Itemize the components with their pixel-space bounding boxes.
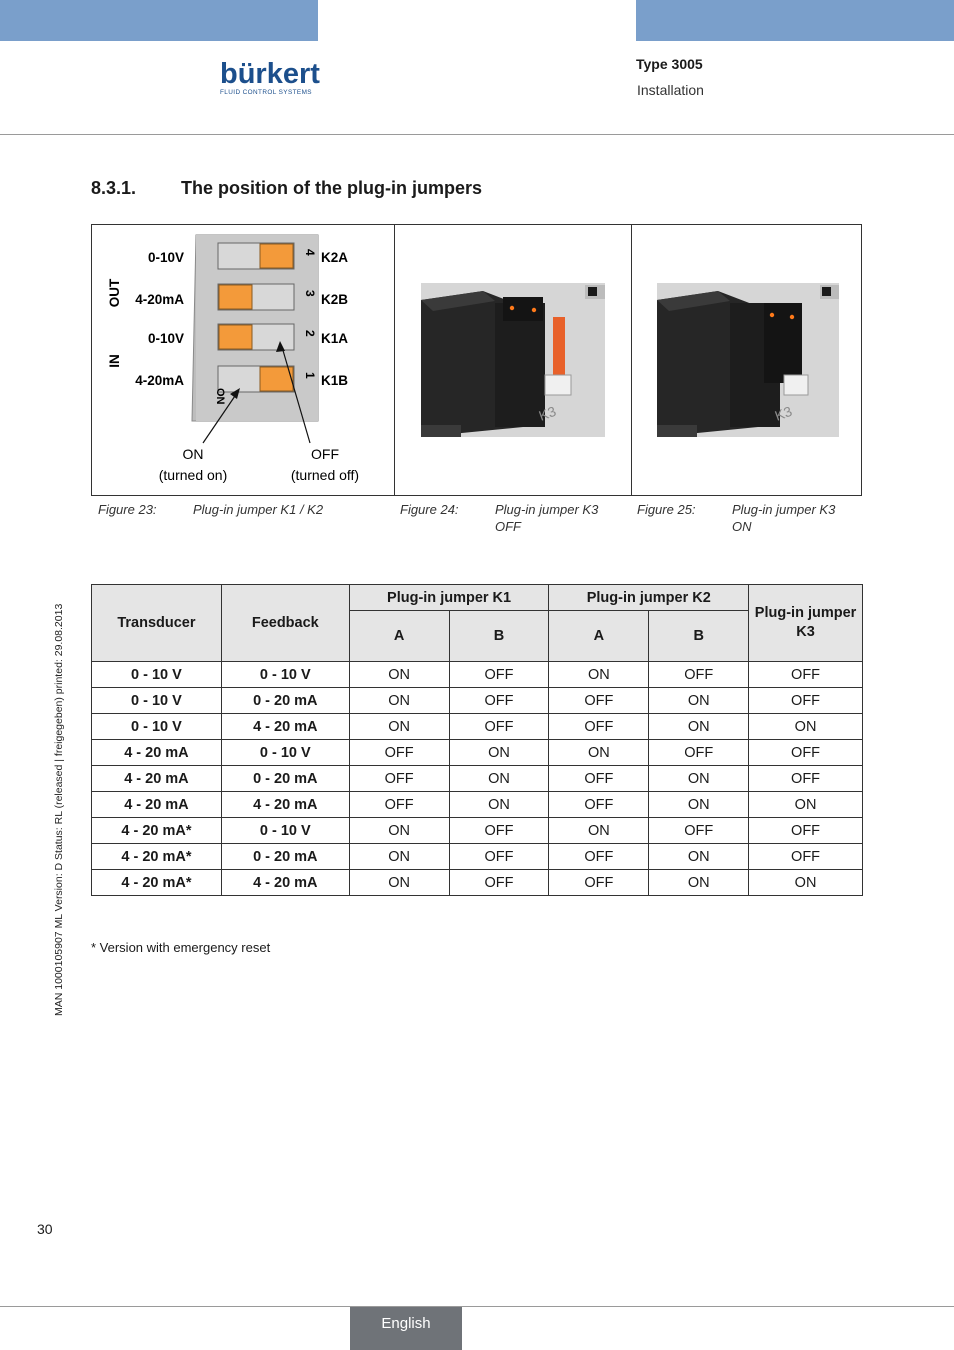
- cell-k1-a: ON: [349, 688, 449, 714]
- callout-off-label: OFF: [311, 446, 339, 462]
- slot-1-handle: [260, 367, 293, 391]
- cell-k2-a: ON: [549, 740, 649, 766]
- jumper-label-k1a: K1A: [321, 331, 349, 346]
- group-label-out: OUT: [107, 278, 122, 308]
- header-bar-right: [636, 0, 954, 41]
- cell-k3: OFF: [749, 844, 863, 870]
- cell-k2-a: OFF: [549, 870, 649, 896]
- header-k3: Plug-in jumper K3: [749, 585, 863, 662]
- jumper-cap-on: [764, 303, 802, 383]
- switch-number-1: 1: [303, 372, 317, 379]
- cell-transducer: 4 - 20 mA: [92, 740, 222, 766]
- cell-feedback: 0 - 20 mA: [221, 844, 349, 870]
- cell-k1-a: ON: [349, 714, 449, 740]
- cell-k1-a: OFF: [349, 740, 449, 766]
- cell-k3: OFF: [749, 688, 863, 714]
- caption-text: Plug-in jumper K3 OFF: [495, 502, 599, 534]
- cell-k2-a: ON: [549, 818, 649, 844]
- cell-k2-a: OFF: [549, 844, 649, 870]
- cell-transducer: 4 - 20 mA*: [92, 844, 222, 870]
- cell-k2-b: ON: [649, 714, 749, 740]
- cell-k2-b: ON: [649, 688, 749, 714]
- header-bar-left: [0, 0, 318, 41]
- group-label-in: IN: [107, 354, 122, 368]
- table-row: [92, 714, 863, 740]
- board-edge: [657, 425, 697, 437]
- cell-k2-a: OFF: [549, 792, 649, 818]
- caption-label: Figure 23:: [98, 502, 157, 517]
- board-screw: [588, 287, 597, 296]
- header-pin-1: [510, 306, 514, 310]
- cell-k1-a: OFF: [349, 766, 449, 792]
- callout-on-sublabel: (turned on): [158, 467, 228, 483]
- table-row: [92, 844, 863, 870]
- cell-k2-b: ON: [649, 792, 749, 818]
- cell-k1-a: OFF: [349, 792, 449, 818]
- cell-k3: OFF: [749, 766, 863, 792]
- cell-feedback: 0 - 10 V: [221, 740, 349, 766]
- cell-k1-b: ON: [449, 792, 549, 818]
- cell-transducer: 0 - 10 V: [92, 662, 222, 688]
- board-label-k3: K3: [772, 402, 795, 424]
- cell-transducer: 4 - 20 mA*: [92, 870, 222, 896]
- switch-number-3: 3: [303, 290, 317, 297]
- caption-label: Figure 24:: [400, 502, 459, 517]
- header-k2-a: A: [549, 611, 649, 662]
- cell-feedback: 0 - 10 V: [221, 662, 349, 688]
- table-body: [92, 662, 863, 896]
- cell-feedback: 4 - 20 mA: [221, 714, 349, 740]
- jumper-pin-off: [553, 317, 565, 377]
- header-k2: Plug-in jumper K2: [549, 585, 749, 611]
- slot-4-handle: [260, 244, 293, 268]
- cell-k1-b: OFF: [449, 870, 549, 896]
- footer-divider: [0, 1306, 954, 1307]
- table-row: [92, 740, 863, 766]
- cell-transducer: 4 - 20 mA*: [92, 818, 222, 844]
- cell-k2-a: OFF: [549, 688, 649, 714]
- figure-k3-on: [631, 225, 863, 495]
- header-divider: [0, 134, 954, 135]
- table-row: [92, 662, 863, 688]
- cell-k3: ON: [749, 714, 863, 740]
- table-row: [92, 792, 863, 818]
- figure-dip-switch: [92, 225, 394, 495]
- jumper-label-k1b: K1B: [321, 373, 349, 388]
- caption-label: Figure 25:: [637, 502, 696, 517]
- switch-number-4: 4: [303, 249, 317, 256]
- callout-off-sublabel: (turned off): [290, 467, 360, 483]
- table-row: [92, 870, 863, 896]
- header-pin-2: [790, 315, 794, 319]
- board-label-k3: K3: [536, 402, 559, 424]
- header-k1-b: B: [449, 611, 549, 662]
- cell-k3: OFF: [749, 662, 863, 688]
- header-pin-1: [770, 313, 774, 317]
- jumper-header: [503, 297, 543, 321]
- header-k1-a: A: [349, 611, 449, 662]
- table-header-row: [92, 585, 863, 611]
- cell-k1-b: OFF: [449, 818, 549, 844]
- figure-k3-off: [394, 225, 632, 495]
- cell-k3: ON: [749, 870, 863, 896]
- cell-transducer: 4 - 20 mA: [92, 792, 222, 818]
- cell-k1-a: ON: [349, 870, 449, 896]
- board-edge: [421, 425, 461, 437]
- header-pin-2: [532, 308, 536, 312]
- jumper-settings-table: [91, 584, 863, 896]
- k3-on-photo: [632, 225, 863, 495]
- cell-feedback: 0 - 10 V: [221, 818, 349, 844]
- switch-number-2: 2: [303, 330, 317, 337]
- caption-figure-24: [400, 501, 630, 535]
- caption-figure-25: [637, 501, 862, 535]
- mode-label-k1b: 4-20mA: [135, 373, 184, 388]
- page-number: 30: [37, 1221, 53, 1237]
- burkert-logo: [220, 60, 320, 96]
- cell-k2-a: OFF: [549, 766, 649, 792]
- cell-transducer: 0 - 10 V: [92, 714, 222, 740]
- section-title: The position of the plug-in jumpers: [181, 178, 482, 198]
- language-tab: English: [350, 1307, 462, 1350]
- cell-k3: OFF: [749, 818, 863, 844]
- cell-k1-b: OFF: [449, 688, 549, 714]
- section-number: 8.3.1.: [91, 178, 137, 198]
- switch-on-mark: ON: [214, 388, 226, 405]
- cell-k2-a: OFF: [549, 714, 649, 740]
- table-row: [92, 688, 863, 714]
- table-row: [92, 818, 863, 844]
- jumper-label-k2a: K2A: [321, 250, 349, 265]
- table-row: [92, 766, 863, 792]
- jumper-base: [545, 375, 571, 395]
- cell-k3: ON: [749, 792, 863, 818]
- jumper-base: [784, 375, 808, 395]
- callout-on-label: ON: [182, 446, 204, 462]
- cell-k1-b: OFF: [449, 714, 549, 740]
- figure-panel: [91, 224, 862, 496]
- board-screw: [822, 287, 831, 296]
- header-feedback: Feedback: [221, 585, 349, 662]
- caption-figure-23: [98, 501, 388, 518]
- cell-transducer: 0 - 10 V: [92, 688, 222, 714]
- cell-k1-b: OFF: [449, 844, 549, 870]
- cell-k2-b: ON: [649, 766, 749, 792]
- slot-3-handle: [219, 285, 252, 309]
- cell-k1-a: ON: [349, 818, 449, 844]
- logo-wordmark: bürkert: [220, 58, 320, 90]
- cell-k1-a: ON: [349, 662, 449, 688]
- header-k1: Plug-in jumper K1: [349, 585, 549, 611]
- mode-label-k2a: 0-10V: [147, 250, 184, 265]
- cell-k3: OFF: [749, 740, 863, 766]
- mode-label-k2b: 4-20mA: [135, 292, 184, 307]
- mode-label-k1a: 0-10V: [147, 331, 184, 346]
- cell-transducer: 4 - 20 mA: [92, 766, 222, 792]
- caption-text: Plug-in jumper K3 ON: [732, 502, 836, 534]
- cell-feedback: 4 - 20 mA: [221, 870, 349, 896]
- footnote: * Version with emergency reset: [91, 940, 271, 955]
- document-id-sidebar: MAN 1000105907 ML Version: D Status: RL (released | freigegeben) printed: 29.08.2013: [53, 603, 65, 1016]
- logo-tagline: FLUID CONTROL SYSTEMS: [220, 89, 312, 96]
- caption-text: Plug-in jumper K1 / K2: [193, 502, 324, 517]
- cell-k2-b: ON: [649, 870, 749, 896]
- k3-off-photo: [395, 225, 632, 495]
- jumper-label-k2b: K2B: [321, 292, 349, 307]
- cell-k2-b: OFF: [649, 662, 749, 688]
- cell-k2-a: ON: [549, 662, 649, 688]
- cell-k1-a: ON: [349, 844, 449, 870]
- cell-k1-b: ON: [449, 740, 549, 766]
- chapter-name: Installation: [637, 82, 704, 98]
- cell-k2-b: OFF: [649, 740, 749, 766]
- cell-k1-b: ON: [449, 766, 549, 792]
- cell-k2-b: ON: [649, 844, 749, 870]
- cell-feedback: 4 - 20 mA: [221, 792, 349, 818]
- cell-k1-b: OFF: [449, 662, 549, 688]
- dip-switch-drawing: [92, 225, 394, 495]
- cell-k2-b: OFF: [649, 818, 749, 844]
- header-transducer: Transducer: [92, 585, 222, 662]
- section-heading: [91, 178, 482, 199]
- document-type: Type 3005: [636, 56, 703, 72]
- header-k2-b: B: [649, 611, 749, 662]
- slot-2-handle: [219, 325, 252, 349]
- cell-feedback: 0 - 20 mA: [221, 766, 349, 792]
- cell-feedback: 0 - 20 mA: [221, 688, 349, 714]
